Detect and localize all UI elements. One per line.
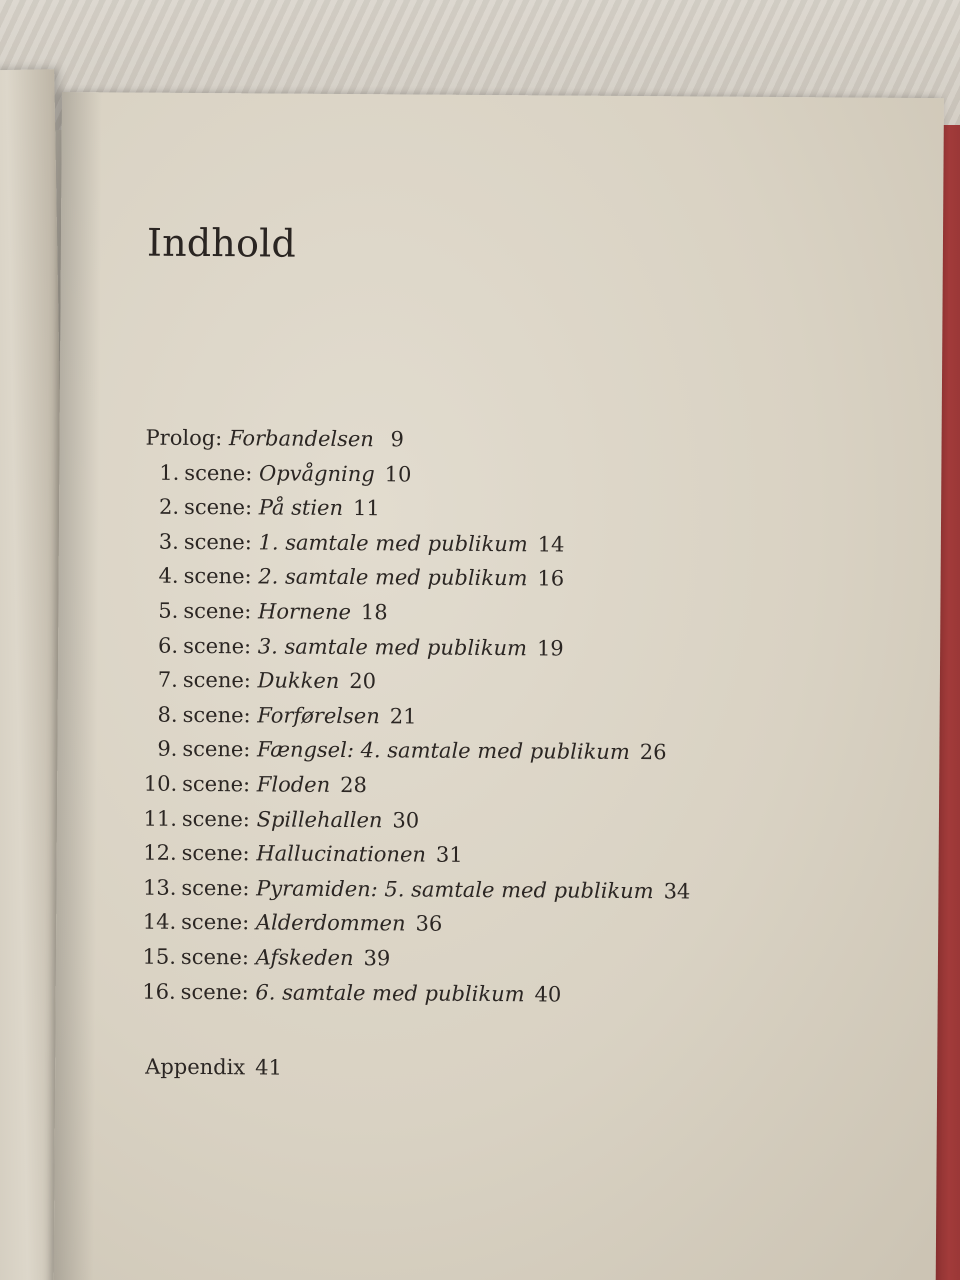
contents-page (54, 92, 944, 1280)
scene-prefix: scene: (181, 840, 250, 866)
scene-number: 6. (158, 633, 179, 658)
toc-entry (144, 628, 692, 666)
appendix-page-number: 41 (255, 1055, 283, 1080)
scene-number: 2. (158, 494, 180, 520)
toc-entry (145, 559, 693, 597)
scene-title: Opvågning (258, 460, 375, 486)
scene-number: 11. (143, 806, 178, 831)
scene-prefix: scene: (182, 771, 251, 797)
page-number: 28 (340, 772, 368, 798)
page-number: 11 (352, 496, 380, 521)
toc-entry (143, 836, 691, 874)
scene-title: Floden (256, 772, 331, 797)
scene-prefix: scene: (181, 806, 251, 831)
scene-number: 5. (158, 598, 179, 623)
scene-title: Fængsel: 4. samtale med publikum (257, 737, 630, 765)
scene-number: 12. (143, 840, 177, 865)
page-number: 14 (537, 532, 565, 557)
scene-prefix: scene: (183, 598, 252, 624)
scene-title: Forførelsen (257, 703, 380, 728)
toc-entry (143, 767, 691, 805)
scene-prefix: scene: (182, 702, 251, 728)
scene-prefix: scene: (183, 529, 252, 555)
page-number: 19 (536, 635, 564, 661)
page-number: 36 (415, 911, 443, 936)
scene-number: 10. (143, 771, 178, 796)
page-number: 20 (349, 669, 377, 694)
scene-title: Afskeden (255, 945, 354, 970)
prolog-page-number: 9 (390, 427, 405, 452)
scene-number: 7. (157, 667, 178, 692)
page-number: 40 (534, 981, 562, 1007)
prolog-title: Forbandelsen (228, 426, 374, 452)
toc-entry (142, 939, 690, 977)
scene-title: 2. samtale med publikum (258, 564, 528, 591)
toc-entry (145, 490, 693, 528)
toc-entry (145, 524, 693, 562)
scene-prefix: scene: (180, 944, 250, 970)
scene-prefix: scene: (184, 460, 253, 485)
toc-entry-prolog (145, 421, 693, 459)
scene-prefix: scene: (184, 495, 253, 520)
scene-prefix: scene: (180, 979, 249, 1004)
scene-title: 1. samtale med publikum (258, 530, 528, 557)
toc-entry (142, 870, 690, 908)
page-number: 39 (363, 946, 391, 971)
scene-prefix: scene: (182, 668, 251, 693)
scene-prefix: scene: (182, 737, 251, 762)
toc-entry-appendix (145, 1055, 282, 1080)
toc-entry (144, 594, 692, 632)
scene-title: Hornene (257, 599, 352, 624)
scene-number: 15. (142, 944, 177, 969)
page-number: 26 (639, 740, 667, 765)
table-of-contents (142, 421, 694, 1013)
scene-title: 6. samtale med publikum (255, 979, 525, 1006)
scene-number: 1. (159, 460, 180, 485)
page-number: 10 (384, 461, 412, 487)
scene-number: 13. (142, 875, 177, 900)
scene-number: 3. (158, 529, 179, 554)
toc-entry (144, 663, 692, 701)
scene-number: 14. (142, 909, 177, 935)
scene-title: Alderdommen (255, 910, 406, 936)
toc-entry (143, 801, 691, 839)
scene-title: Spillehallen (256, 806, 383, 832)
scene-prefix: scene: (183, 633, 252, 658)
scene-title: Dukken (257, 668, 340, 694)
scene-title: Hallucinationen (256, 841, 427, 867)
scene-title: 3. samtale med publikum (257, 633, 528, 660)
scene-prefix: scene: (181, 875, 250, 901)
scene-title: På stien (258, 495, 344, 521)
scene-number: 8. (157, 702, 178, 727)
toc-entry (145, 455, 693, 493)
toc-entry (143, 732, 691, 770)
appendix-label: Appendix (145, 1054, 246, 1080)
scene-prefix: scene: (183, 564, 252, 589)
scene-prefix: scene: (181, 910, 250, 935)
scene-number: 4. (158, 564, 179, 589)
toc-entry (142, 905, 690, 943)
page-number: 18 (360, 600, 388, 625)
page-number: 34 (663, 878, 691, 904)
page-number: 30 (392, 807, 420, 833)
scene-title: Pyramiden: 5. samtale med publikum (256, 876, 654, 903)
scene-number: 16. (142, 979, 176, 1004)
toc-entry (142, 974, 690, 1012)
page-title: Indhold (146, 220, 297, 266)
page-number: 31 (435, 842, 463, 867)
prolog-label: Prolog: (145, 425, 223, 451)
gutter-shadow (54, 92, 102, 1280)
scene-number: 9. (157, 737, 178, 762)
page-number: 21 (389, 704, 417, 729)
toc-entry (144, 697, 692, 735)
page-number: 16 (537, 566, 565, 591)
